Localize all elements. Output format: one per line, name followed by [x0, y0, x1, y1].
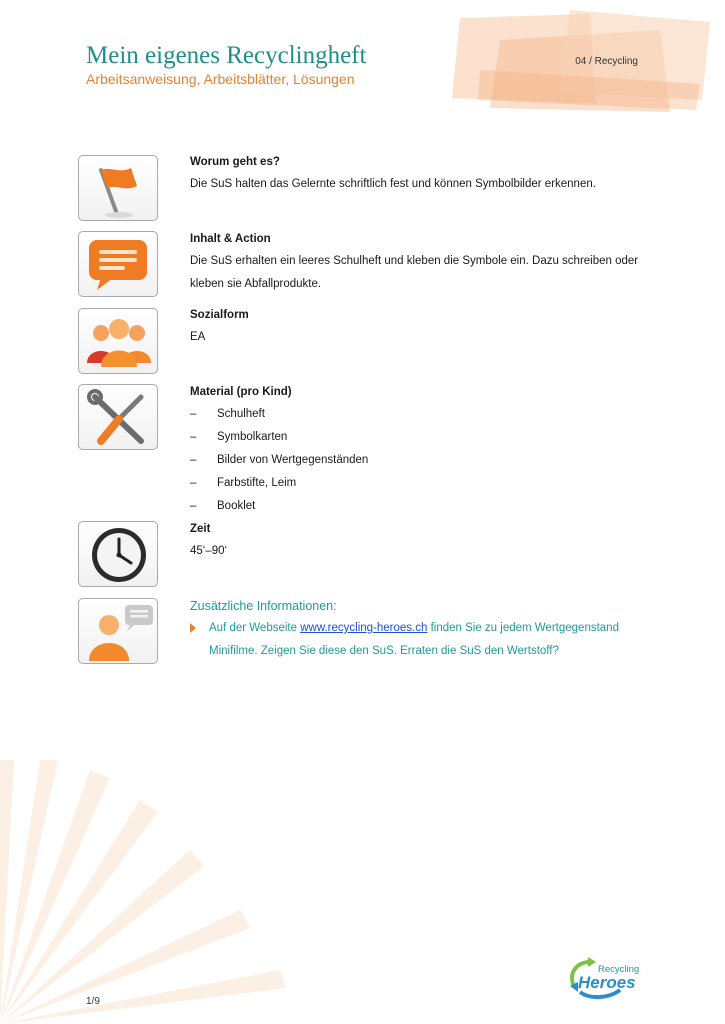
logo-recycling-text: Recycling: [598, 964, 640, 975]
section-time: [190, 518, 650, 563]
section-social-heading: Sozialform: [190, 309, 249, 321]
section-content-heading: Inhalt & Action: [190, 233, 271, 245]
section-info-line2: Minifilme. Zeigen Sie diese den SuS. Erraten die SuS den Wertstoff?: [209, 644, 559, 657]
page-number: 1/9: [86, 996, 100, 1007]
section-info-text: Auf der Webseite www.recycling-heroes.ch finden Sie zu jedem Wertgegenstand: [190, 617, 650, 640]
arrow-right-icon: [190, 623, 196, 633]
person-speech-icon-box: [78, 598, 158, 664]
section-social: [190, 304, 650, 349]
rays-decoration: [0, 760, 300, 1024]
section-social-text: EA: [190, 331, 206, 343]
clock-icon: [79, 522, 158, 587]
speech-bubble-icon-box: [78, 231, 158, 297]
section-time-text: 45‘–90‘: [190, 545, 228, 557]
group-icon: [79, 309, 158, 374]
section-content-line1: Die SuS erhalten ein leeres Schulheft und kleben die Symbole ein. Dazu schreiben oder: [190, 255, 639, 267]
section-goal-heading: Worum geht es?: [190, 156, 280, 168]
page-subtitle: Arbeitsanweisung, Arbeitsblätter, Lösungen: [86, 71, 355, 87]
speech-bubble-icon: [79, 232, 158, 297]
group-icon-box: [78, 308, 158, 374]
list-item: – Schulheft: [190, 408, 265, 420]
tools-icon-box: [78, 384, 158, 450]
person-speech-icon: [79, 599, 158, 664]
section-goal: [190, 151, 650, 196]
list-item: – Farbstifte, Leim: [190, 477, 297, 489]
section-goal-text: Die SuS halten das Gelernte schriftlich fest und können Symbolbilder erkennen.: [190, 178, 596, 190]
section-material-heading: Material (pro Kind): [190, 386, 292, 398]
page-title: Mein eigenes Recyclingheft: [86, 42, 367, 69]
list-item: – Symbolkarten: [190, 431, 288, 443]
list-item: – Booklet: [190, 500, 256, 512]
section-material: [190, 381, 650, 518]
logo-heroes-text: Heroes: [578, 973, 636, 992]
list-item: – Bilder von Wertgegenständen: [190, 454, 369, 466]
flag-icon-box: [78, 155, 158, 221]
section-content: [190, 228, 650, 295]
clock-icon-box: [78, 521, 158, 587]
header-decoration: [420, 0, 725, 120]
flag-icon: [79, 156, 158, 221]
section-content-line2: kleben sie Abfallprodukte.: [190, 277, 322, 290]
tools-icon: [79, 385, 158, 450]
website-link[interactable]: www.recycling-heroes.ch: [300, 622, 428, 634]
section-time-heading: Zeit: [190, 523, 211, 535]
chapter-tag: 04 / Recycling: [575, 56, 638, 67]
section-info-heading: Zusätzliche Informationen:: [190, 599, 337, 613]
section-info: [190, 595, 650, 662]
material-list: [190, 403, 650, 518]
